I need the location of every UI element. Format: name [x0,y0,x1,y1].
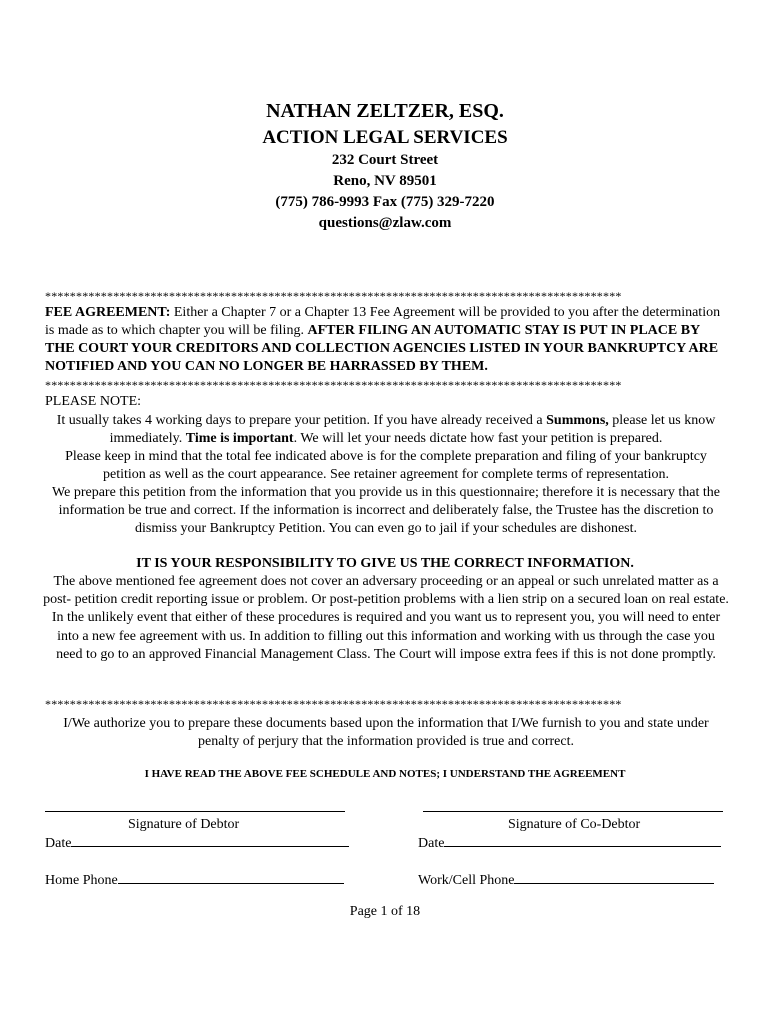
page-number: Page 1 of 18 [349,904,421,919]
attorney-name: NATHAN ZELTZER, ESQ. [266,100,504,122]
firm-phone-fax: (775) 786-9993 Fax (775) 329-7220 [275,194,495,210]
fee-agreement-label: FEE AGREEMENT: [45,305,171,320]
debtor-signature-label: Signature of Debtor [128,817,240,832]
separator-top: ********************************************************************************************* [45,290,622,302]
fee-agreement-paragraph [45,304,727,376]
note-paragraph-1: It usually takes 4 working days to prepare your petition. If you have already received a Summons, please let us know immediately. Time is important. We will let your needs dictate how fast your petition is prepared. [56,413,716,446]
acknowledgement-statement: I HAVE READ THE ABOVE FEE SCHEDULE AND NOTES; I UNDERSTAND THE AGREEMENT [144,768,626,780]
codebtor-signature-label: Signature of Co-Debtor [508,817,641,832]
firm-email: questions@zlaw.com [318,215,452,231]
home-phone-field[interactable]: Home Phone [45,871,344,889]
please-note-label: PLEASE NOTE: [45,394,142,409]
firm-name: ACTION LEGAL SERVICES [262,127,508,148]
authorization-statement: I/We authorize you to prepare these documents based upon the information that I/We furnish to you and state under penalty of perjury that the information provided is true and correct. [63,716,709,749]
fee-agreement-text: Either a Chapter 7 or a Chapter 13 Fee Agreement will be provided to you after the determination is made as to which chapter you will be filing. [45,305,721,338]
note-paragraph-3: We prepare this petition from the information that you provide us in this questionnaire; therefore it is necessary that the information be true and correct. If the information is incorrect and deliberately false, the Trustee has the discretion to dismiss your Bankruptcy Petition. You can even go to jail if your schedules are dishonest. [52,485,720,536]
debtor-date-field[interactable]: Date [45,834,349,852]
codebtor-signature-line[interactable] [423,811,723,812]
firm-city: Reno, NV 89501 [333,173,437,189]
separator-middle: ********************************************************************************************* [45,379,622,391]
debtor-signature-line[interactable] [45,811,345,812]
please-note-body [43,412,729,538]
firm-street: 232 Court Street [331,152,439,168]
work-cell-phone-field[interactable]: Work/Cell Phone [418,871,714,889]
responsibility-body: The above mentioned fee agreement does not cover an adversary proceeding or an appeal or such unrelated matter as a post- petition credit reporting issue or problem. Or post-petition problems with a lien strip on a secured loan on real estate. In the unlikely event that either of these procedures is required and you want us to represent you, you will need to enter into a new fee agreement with us. In addition to filling out this information and working with us through the case you need to go to an approved Financial Management Class. The Court will impose extra fees if this is not done promptly. [43,574,729,662]
note-paragraph-2: Please keep in mind that the total fee indicated above is for the complete preparation and filing of your bankruptcy petition as well as the court appearance. See retainer agreement for complete terms of representation. [65,449,707,482]
responsibility-heading: IT IS YOUR RESPONSIBILITY TO GIVE US THE CORRECT INFORMATION. [136,556,634,571]
separator-bottom: ********************************************************************************************* [45,698,622,710]
codebtor-date-field[interactable]: Date [418,834,721,852]
automatic-stay-notice: AFTER FILING AN AUTOMATIC STAY IS PUT IN PLACE BY THE COURT YOUR CREDITORS AND COLLECTION AGENCIES LISTED IN YOUR BANKRUPTCY ARE NOTIFIED AND YOU CAN NO LONGER BE HARRASSED BY THEM. [45,323,719,374]
